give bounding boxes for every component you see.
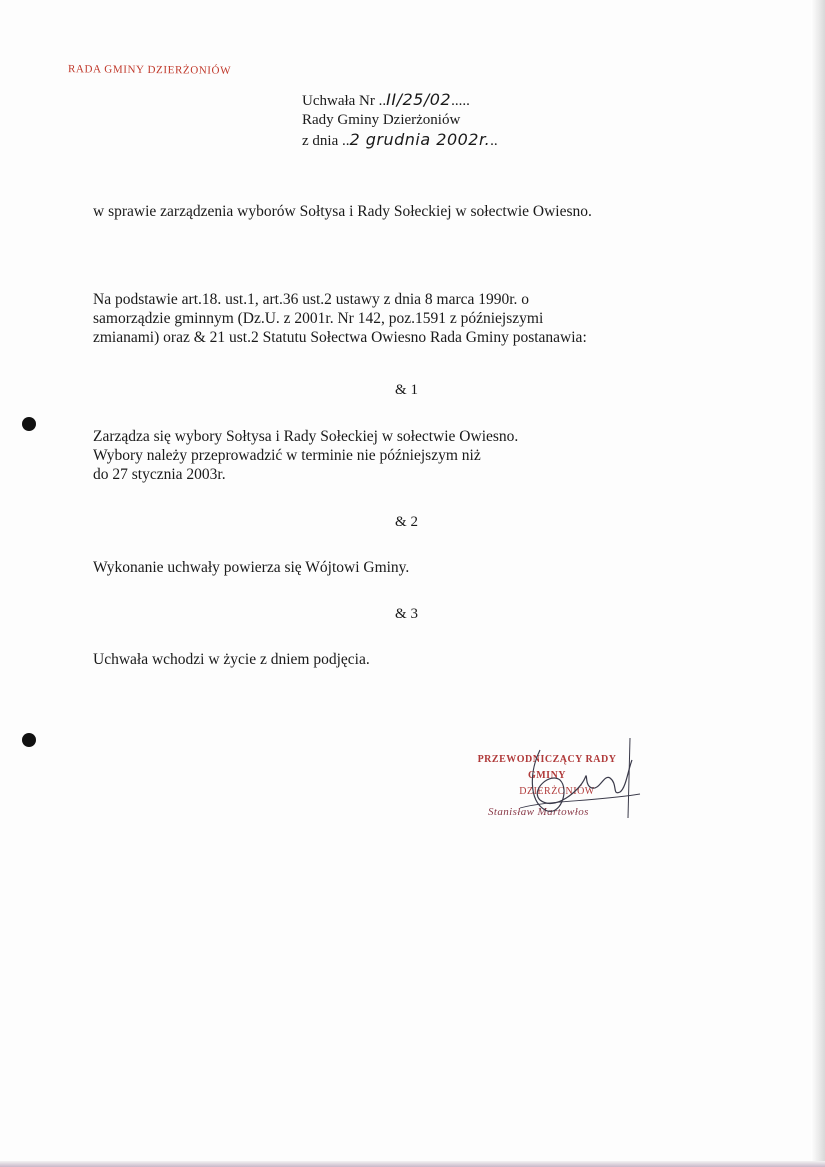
page-edge-shadow xyxy=(811,0,825,1167)
section-line: do 27 stycznia 2003r. xyxy=(93,466,226,483)
section-1-body xyxy=(93,427,518,484)
handwritten-signature xyxy=(500,730,650,830)
section-line: Wybory należy przeprowadzić w terminie nie późniejszym niż xyxy=(93,447,481,464)
binder-hole-top xyxy=(22,417,36,431)
preamble-line: samorządzie gminnym (Dz.U. z 2001r. Nr 142, poz.1591 z późniejszymi xyxy=(93,310,544,327)
council-stamp: RADA GMINY DZIERŻONIÓW xyxy=(67,63,232,77)
section-line: Zarządza się wybory Sołtysa i Rady Sołeckiej w sołectwie Owiesno. xyxy=(93,428,519,445)
handwritten-number: II/25/02 xyxy=(386,90,452,109)
section-mark-3: & 3 xyxy=(395,606,418,622)
preamble xyxy=(93,290,587,347)
resolution-subject: w sprawie zarządzenia wyborów Sołtysa i Rady Sołeckiej w sołectwie Owiesno. xyxy=(93,203,592,220)
chairman-stamp-place: DZIERŻONIÓW xyxy=(519,786,595,797)
binder-hole-bottom xyxy=(22,733,36,747)
section-2-body xyxy=(93,558,409,577)
preamble-line: Na podstawie art.18. ust.1, art.36 ust.2 ustawy z dnia 8 marca 1990r. o xyxy=(93,291,530,308)
resolution-header xyxy=(302,90,542,151)
signature-stroke xyxy=(532,750,632,811)
resolution-date-line: z dnia ..2 grudnia 2002r... xyxy=(302,130,498,149)
council-name-line: Rady Gminy Dzierżoniów xyxy=(302,112,461,128)
section-line: Uchwała wchodzi w życie z dniem podjęcia. xyxy=(93,651,370,668)
preamble-line: zmianami) oraz & 21 ust.2 Statutu Sołectwa Owiesno Rada Gminy postanawia: xyxy=(93,329,587,346)
chairman-name: Stanisław Martowłos xyxy=(488,806,589,818)
section-3-body xyxy=(93,650,370,669)
page-bottom-edge xyxy=(0,1161,825,1167)
section-mark-1: & 1 xyxy=(395,382,418,398)
resolution-number-line: Uchwała Nr ..II/25/02..... xyxy=(302,90,470,109)
signature-stroke xyxy=(628,738,630,818)
section-mark-2: & 2 xyxy=(395,514,418,530)
handwritten-date: 2 grudnia 2002r. xyxy=(349,130,491,149)
chairman-stamp-title: PRZEWODNICZĄCY RADY GMINY xyxy=(477,754,617,781)
section-line: Wykonanie uchwały powierza się Wójtowi Gminy. xyxy=(93,559,410,576)
